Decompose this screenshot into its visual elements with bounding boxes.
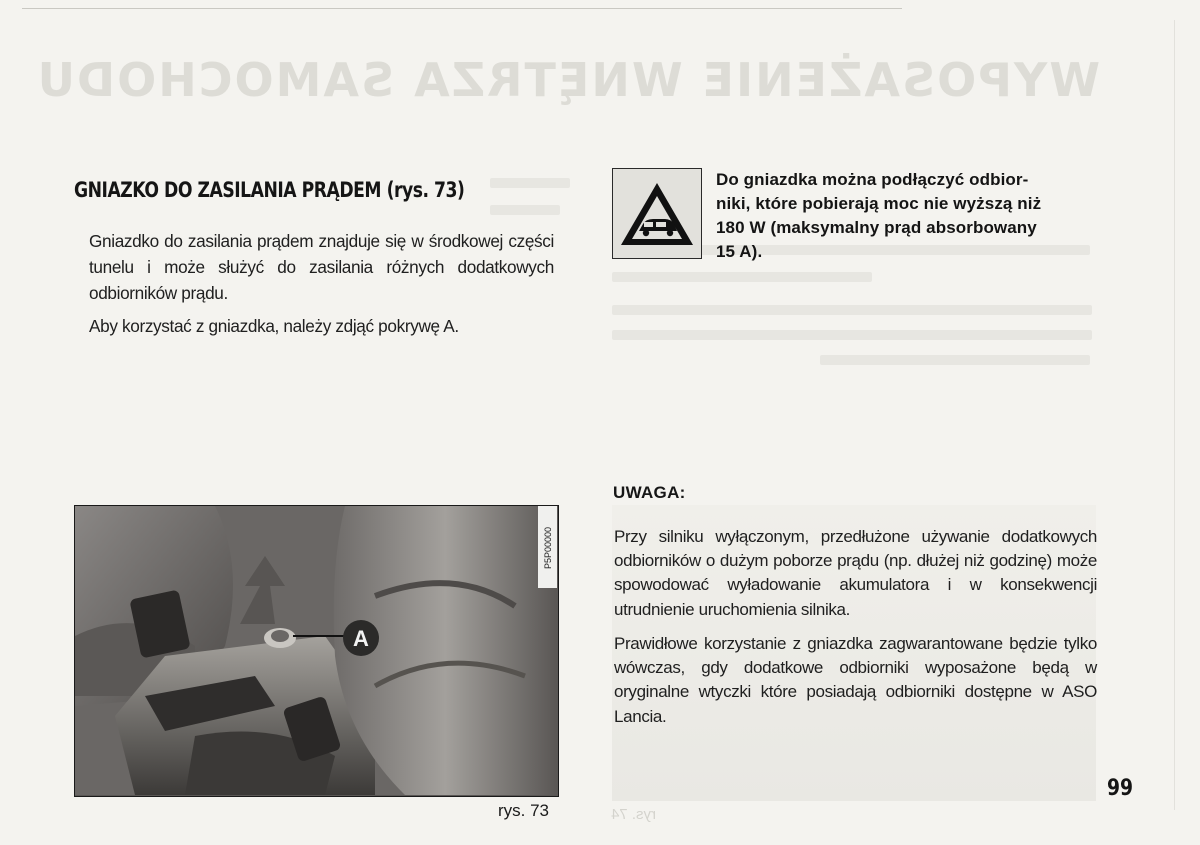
figure-label-a: A: [353, 626, 369, 651]
page-number: 99: [1107, 776, 1134, 801]
warning-triangle-car-icon: [613, 169, 701, 257]
bleedthrough-line: [612, 330, 1092, 340]
section-heading: GNIAZKO DO ZASILANIA PRĄDEM (rys. 73): [74, 178, 465, 203]
figure-code: P5P00000: [543, 526, 553, 570]
bleedthrough-line: [820, 355, 1090, 365]
page-header-bleedthrough: WYPOSAŻENIE WNĘTRZA SAMOCHODU: [35, 53, 1100, 107]
bleedthrough-line: [490, 178, 570, 188]
warning-text: [716, 168, 1096, 264]
warning-line: Do gniazdka można podłączyć odbior-: [716, 170, 1029, 189]
page-right-edge: [1174, 20, 1175, 810]
figure-photo: [74, 505, 559, 797]
note-paragraph: Prawidłowe korzystanie z gniazdka zagwarantowane będzie tylko wówczas, gdy dodatkowe odbiorniki wyposażone będą w oryginalne wtyczki które posiadają odbiorniki dostępne w ASO Lancia.: [614, 634, 1097, 726]
bleedthrough-line: [490, 205, 560, 215]
figure-caption: rys. 73: [498, 801, 550, 820]
figure-caption-bleedthrough: rys. 74: [611, 806, 657, 823]
body-paragraph: Gniazdko do zasilania prądem znajduje się w środkowej części tunelu i może służyć do zasilania różnych dodatkowych odbiorników prądu.: [89, 231, 554, 304]
note-paragraph: Przy silniku wyłączonym, przedłużone używanie dodatkowych odbiorników o dużym poborze prądu (np. dłużej niż godzinę) może spowodować wyładowanie akumulatora i w konsekwencji utrudnienie uruchomienia silnika.: [614, 527, 1097, 619]
warning-line: niki, które pobierają moc nie wyższą niż: [716, 194, 1042, 213]
power-socket-photo: [75, 506, 557, 795]
bleedthrough-line: [612, 272, 872, 282]
page-top-edge: [22, 8, 902, 9]
body-paragraph: Aby korzystać z gniazdka, należy zdjąć pokrywę A.: [89, 316, 459, 337]
warning-line: 15 A).: [716, 242, 763, 261]
note-title: UWAGA:: [613, 483, 686, 502]
warning-symbol-box: [612, 168, 702, 259]
bleedthrough-line: [612, 305, 1092, 315]
warning-line: 180 W (maksymalny prąd absorbowany: [716, 218, 1037, 237]
